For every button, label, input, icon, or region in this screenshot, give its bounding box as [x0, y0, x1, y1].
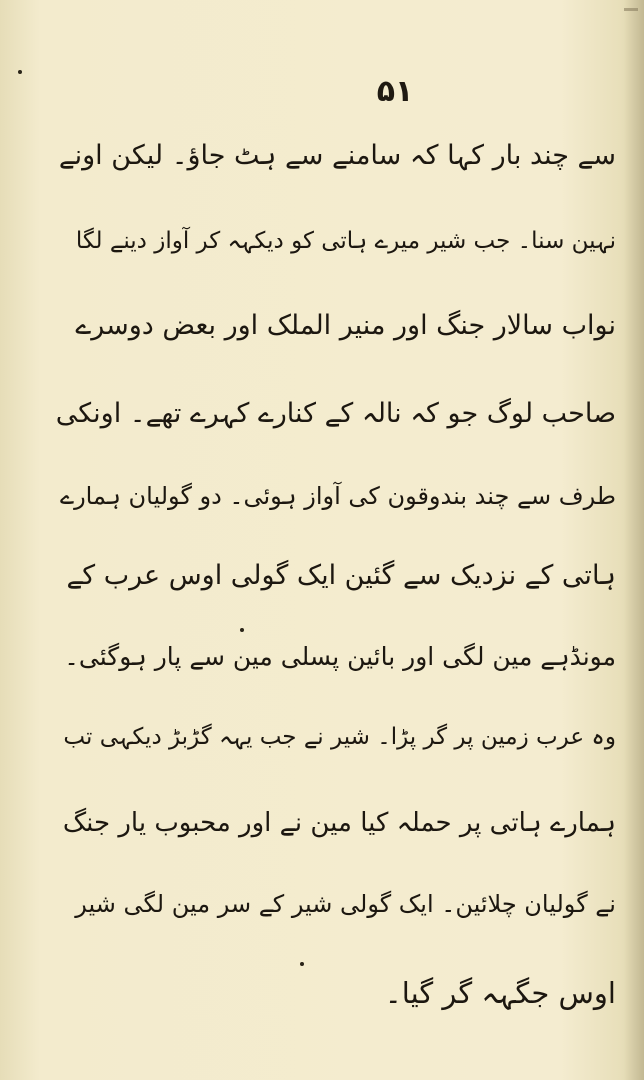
text-line: ہمارے ہاتی پر حملہ کیا مین نے اور محبوب یار جنگ	[62, 808, 616, 838]
page-edge-shadow	[624, 0, 644, 1080]
ink-dot	[240, 628, 244, 632]
text-line: مونڈہے مین لگی اور بائین پسلی مین سے پار ہوگئی۔	[64, 642, 616, 671]
text-line: سے چند بار کہا کہ سامنے سے ہٹ جاؤ۔ لیکن اونے	[58, 140, 616, 171]
text-line: نہین سنا۔ جب شیر میرے ہاتی کو دیکہہ کر آواز دینے لگا	[75, 228, 616, 254]
text-line: نواب سالار جنگ اور منیر الملک اور بعض دوسرے	[75, 310, 616, 341]
ink-dot	[300, 962, 304, 966]
text-line: وہ عرب زمین پر گر پڑا۔ شیر نے جب یہہ گڑبڑ دیکہی تب	[63, 724, 616, 750]
text-line: صاحب لوگ جو کہ نالہ کے کنارے کہرے تھے۔ اونکی	[55, 398, 616, 429]
text-line: ہاتی کے نزدیک سے گئین ایک گولی اوس عرب کے	[66, 560, 616, 591]
text-line: طرف سے چند بندوقون کی آواز ہوئی۔ دو گولیان ہمارے	[60, 482, 616, 510]
text-line: نے گولیان چلائین۔ ایک گولی شیر کے سر مین لگی شیر	[75, 890, 616, 918]
corner-mark	[624, 8, 638, 11]
text-line: اوس جگہہ گر گیا۔	[384, 976, 616, 1010]
page-number: ۵۱	[376, 74, 414, 109]
